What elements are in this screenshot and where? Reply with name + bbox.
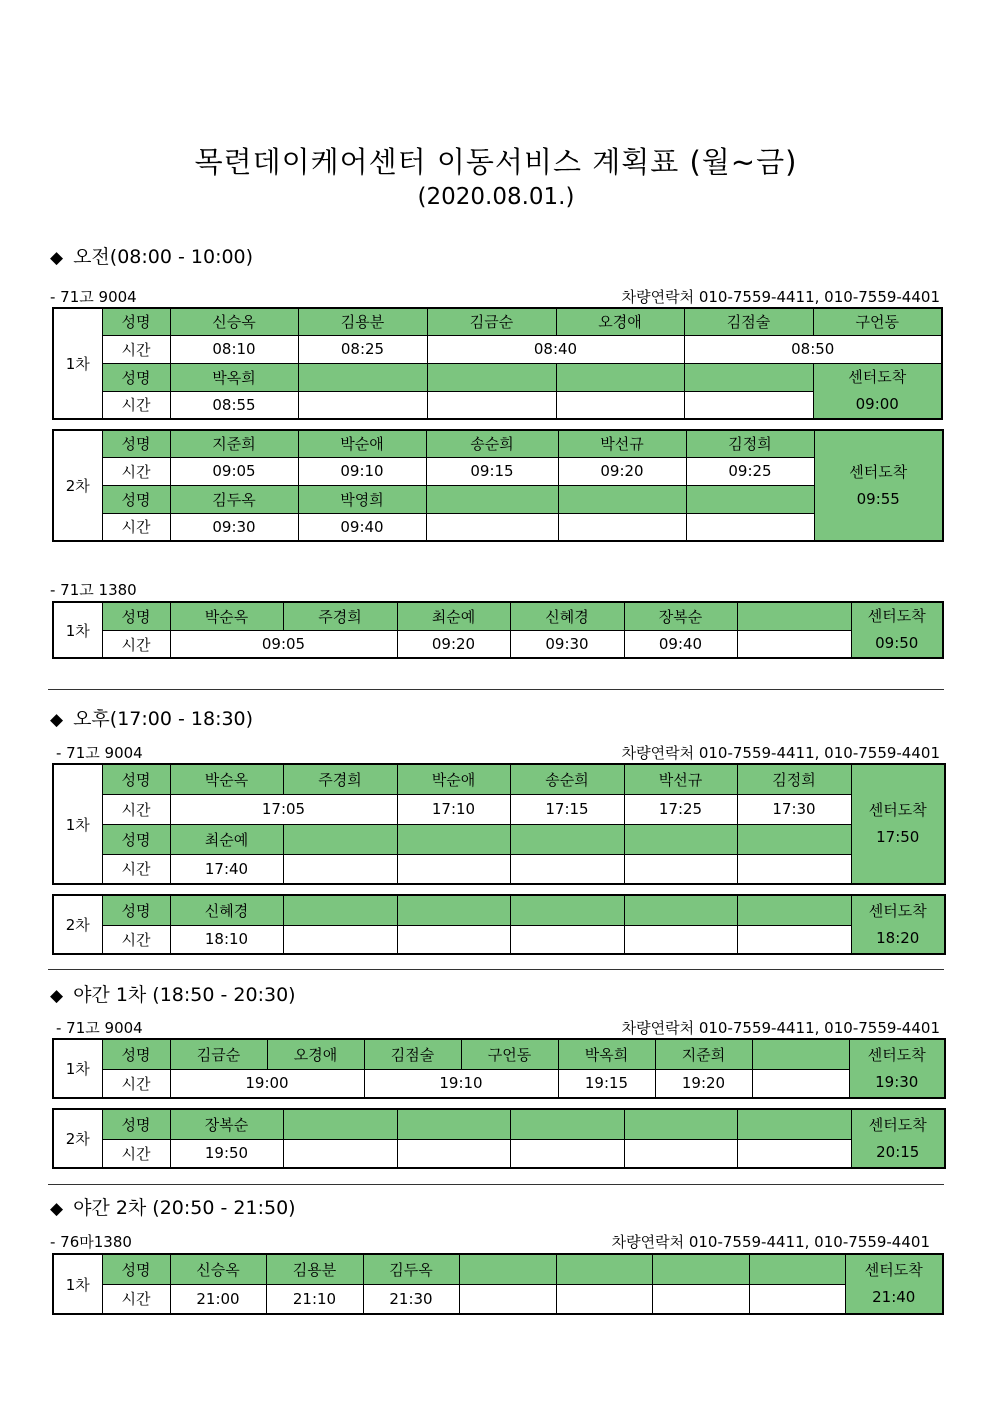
- schedule-table-night1-round1: [52, 1038, 946, 1099]
- pickup-time: 09:05: [170, 631, 397, 659]
- round-label: 1차: [53, 308, 102, 419]
- vehicle-number: - 71고 9004: [56, 744, 143, 762]
- empty-cell: [684, 391, 813, 419]
- passenger-name: 오경애: [556, 308, 684, 335]
- empty-cell: [737, 602, 851, 631]
- name-label: 성명: [102, 363, 170, 391]
- vehicle-number: - 71고 9004: [56, 1019, 143, 1037]
- arrival-time: 09:50: [875, 634, 919, 652]
- empty-cell: [298, 363, 427, 391]
- name-label: 성명: [102, 824, 170, 854]
- passenger-name: 박옥희: [170, 363, 298, 391]
- passenger-name: 오경애: [267, 1039, 364, 1069]
- empty-cell: [510, 854, 624, 884]
- empty-cell: [283, 1109, 397, 1139]
- empty-cell: [426, 485, 558, 513]
- empty-cell: [397, 824, 510, 854]
- pickup-time: 09:25: [686, 457, 814, 485]
- empty-cell: [737, 895, 851, 925]
- arrival-label: 센터도착: [867, 607, 926, 625]
- pickup-time: 09:40: [624, 631, 737, 659]
- arrival-cell: [813, 363, 942, 419]
- section-heading-night1: ◆ 야간 1차 (18:50 - 20:30): [50, 984, 296, 1006]
- schedule-table-morning-b-round1: [52, 601, 944, 659]
- empty-cell: [510, 1109, 624, 1139]
- passenger-name: 박선규: [558, 430, 686, 457]
- empty-cell: [556, 391, 684, 419]
- pickup-time: 08:50: [684, 335, 942, 363]
- empty-cell: [427, 363, 556, 391]
- empty-cell: [624, 1139, 737, 1168]
- passenger-name: 지준희: [170, 430, 298, 457]
- section-heading-afternoon: ◆ 오후(17:00 - 18:30): [50, 708, 254, 730]
- pickup-time: 21:10: [266, 1284, 363, 1314]
- time-label: 시간: [102, 1069, 170, 1098]
- arrival-time: 09:55: [856, 489, 900, 508]
- empty-cell: [556, 1254, 652, 1284]
- time-label: 시간: [102, 854, 170, 884]
- passenger-name: 김두옥: [170, 485, 298, 513]
- passenger-name: 박선규: [624, 764, 737, 794]
- empty-cell: [283, 925, 397, 954]
- empty-cell: [737, 925, 851, 954]
- arrival-label: 센터도착: [849, 462, 908, 481]
- schedule-table-morning-a-round2: [52, 429, 944, 542]
- section-heading-morning: ◆ 오전(08:00 - 10:00): [50, 246, 254, 268]
- document-date: (2020.08.01.): [417, 184, 575, 210]
- vehicle-contact: 차량연락처 010-7559-4411, 010-7559-4401: [611, 1233, 930, 1251]
- name-label: 성명: [102, 1039, 170, 1069]
- vehicle-contact: 차량연락처 010-7559-4411, 010-7559-4401: [621, 288, 940, 306]
- pickup-time: 09:05: [170, 457, 298, 485]
- passenger-name: 최순예: [397, 602, 510, 631]
- arrival-label: 센터도착: [868, 801, 927, 819]
- passenger-name: 신승옥: [170, 308, 298, 335]
- passenger-name: 김점술: [684, 308, 813, 335]
- passenger-name: 박옥희: [558, 1039, 655, 1069]
- section-divider: [48, 1184, 944, 1185]
- empty-cell: [556, 363, 684, 391]
- time-label: 시간: [102, 1139, 170, 1168]
- pickup-time: 08:10: [170, 335, 298, 363]
- pickup-time: 09:10: [298, 457, 426, 485]
- pickup-time: 18:10: [170, 925, 283, 954]
- arrival-cell: [849, 1039, 945, 1098]
- empty-cell: [624, 1109, 737, 1139]
- round-label: 1차: [53, 602, 102, 658]
- section-heading-night2: ◆ 야간 2차 (20:50 - 21:50): [50, 1197, 296, 1219]
- pickup-time: 17:25: [624, 794, 737, 824]
- pickup-time: 09:20: [558, 457, 686, 485]
- passenger-name: 구언동: [461, 1039, 558, 1069]
- passenger-name: 박순옥: [170, 764, 283, 794]
- passenger-name: 김점술: [364, 1039, 461, 1069]
- passenger-name: 구언동: [813, 308, 942, 335]
- round-label: 2차: [53, 1109, 102, 1168]
- empty-cell: [397, 1109, 510, 1139]
- passenger-name: 송순희: [510, 764, 624, 794]
- name-label: 성명: [102, 1109, 170, 1139]
- vehicle-contact: 차량연락처 010-7559-4411, 010-7559-4401: [621, 744, 940, 762]
- empty-cell: [556, 1284, 652, 1314]
- empty-cell: [510, 1139, 624, 1168]
- schedule-table-night2-round1: [52, 1253, 944, 1315]
- time-label: 시간: [102, 631, 170, 659]
- arrival-label: 센터도착: [868, 1115, 927, 1134]
- empty-cell: [397, 1139, 510, 1168]
- pickup-time: 19:15: [558, 1069, 655, 1098]
- empty-cell: [752, 1039, 849, 1069]
- passenger-name: 박영희: [298, 485, 426, 513]
- empty-cell: [397, 854, 510, 884]
- empty-cell: [558, 485, 686, 513]
- pickup-time: 09:15: [426, 457, 558, 485]
- passenger-name: 박순옥: [170, 602, 283, 631]
- arrival-time: 09:00: [855, 394, 899, 413]
- name-label: 성명: [102, 895, 170, 925]
- arrival-time: 21:40: [872, 1288, 916, 1306]
- pickup-time: 17:40: [170, 854, 283, 884]
- pickup-time: 19:20: [655, 1069, 752, 1098]
- passenger-name: 김용분: [298, 308, 427, 335]
- passenger-name: 박순애: [298, 430, 426, 457]
- arrival-time: 17:50: [876, 828, 920, 846]
- pickup-time: 21:00: [170, 1284, 266, 1314]
- empty-cell: [283, 895, 397, 925]
- time-label: 시간: [102, 335, 170, 363]
- passenger-name: 김두옥: [363, 1254, 459, 1284]
- time-label: 시간: [102, 457, 170, 485]
- passenger-name: 장복순: [624, 602, 737, 631]
- empty-cell: [686, 485, 814, 513]
- empty-cell: [749, 1254, 845, 1284]
- passenger-name: 최순예: [170, 824, 283, 854]
- vehicle-number: - 71고 9004: [50, 288, 137, 306]
- round-label: 2차: [53, 895, 102, 954]
- empty-cell: [426, 513, 558, 541]
- empty-cell: [510, 824, 624, 854]
- passenger-name: 김용분: [266, 1254, 363, 1284]
- passenger-name: 신승옥: [170, 1254, 266, 1284]
- schedule-table-night1-round2: [52, 1108, 946, 1169]
- empty-cell: [510, 895, 624, 925]
- pickup-time: 09:40: [298, 513, 426, 541]
- arrival-label: 센터도착: [864, 1261, 923, 1279]
- name-label: 성명: [102, 764, 170, 794]
- empty-cell: [624, 925, 737, 954]
- empty-cell: [397, 925, 510, 954]
- empty-cell: [684, 363, 813, 391]
- empty-cell: [737, 854, 851, 884]
- time-label: 시간: [102, 794, 170, 824]
- pickup-time: 17:30: [737, 794, 851, 824]
- empty-cell: [624, 895, 737, 925]
- diamond-icon: ◆: [50, 710, 64, 730]
- section-divider: [48, 689, 944, 690]
- empty-cell: [686, 513, 814, 541]
- empty-cell: [283, 824, 397, 854]
- name-label: 성명: [102, 1254, 170, 1284]
- empty-cell: [459, 1254, 556, 1284]
- diamond-icon: ◆: [50, 248, 64, 268]
- empty-cell: [737, 631, 851, 659]
- passenger-name: 장복순: [170, 1109, 283, 1139]
- empty-cell: [283, 1139, 397, 1168]
- vehicle-number: - 71고 1380: [50, 581, 137, 599]
- passenger-name: 송순희: [426, 430, 558, 457]
- passenger-name: 김금순: [427, 308, 556, 335]
- empty-cell: [749, 1284, 845, 1314]
- schedule-table-afternoon-round1: [52, 763, 946, 885]
- pickup-time: 09:30: [510, 631, 624, 659]
- pickup-time: 19:00: [170, 1069, 364, 1098]
- passenger-name: 신혜경: [510, 602, 624, 631]
- round-label: 1차: [53, 1039, 102, 1098]
- arrival-time: 18:20: [876, 928, 920, 947]
- empty-cell: [459, 1284, 556, 1314]
- arrival-cell: [851, 602, 943, 658]
- passenger-name: 박순애: [397, 764, 510, 794]
- empty-cell: [427, 391, 556, 419]
- arrival-cell: [851, 1109, 945, 1168]
- vehicle-contact: 차량연락처 010-7559-4411, 010-7559-4401: [621, 1019, 940, 1037]
- passenger-name: 지준희: [655, 1039, 752, 1069]
- pickup-time: 17:10: [397, 794, 510, 824]
- empty-cell: [510, 925, 624, 954]
- pickup-time: 19:50: [170, 1139, 283, 1168]
- arrival-label: 센터도착: [867, 1045, 926, 1064]
- empty-cell: [624, 824, 737, 854]
- name-label: 성명: [102, 602, 170, 631]
- passenger-name: 주경희: [283, 602, 397, 631]
- passenger-name: 김정희: [737, 764, 851, 794]
- vehicle-number: - 76마1380: [50, 1233, 132, 1251]
- arrival-cell: [851, 764, 945, 884]
- passenger-name: 주경희: [283, 764, 397, 794]
- arrival-time: 20:15: [876, 1142, 920, 1161]
- name-label: 성명: [102, 430, 170, 457]
- round-label: 1차: [53, 764, 102, 884]
- empty-cell: [652, 1284, 749, 1314]
- time-label: 시간: [102, 925, 170, 954]
- empty-cell: [737, 1139, 851, 1168]
- pickup-time: 08:25: [298, 335, 427, 363]
- round-label: 2차: [53, 430, 102, 541]
- arrival-cell: [845, 1254, 943, 1314]
- diamond-icon: ◆: [50, 1199, 64, 1219]
- empty-cell: [298, 391, 427, 419]
- schedule-table-afternoon-round2: [52, 894, 946, 955]
- arrival-cell: [851, 895, 945, 954]
- passenger-name: 신혜경: [170, 895, 283, 925]
- pickup-time: 17:15: [510, 794, 624, 824]
- arrival-time: 19:30: [875, 1072, 919, 1091]
- pickup-time: 19:10: [364, 1069, 558, 1098]
- pickup-time: 17:05: [170, 794, 397, 824]
- name-label: 성명: [102, 308, 170, 335]
- empty-cell: [624, 854, 737, 884]
- name-label: 성명: [102, 485, 170, 513]
- pickup-time: 09:20: [397, 631, 510, 659]
- section-divider: [48, 969, 944, 970]
- diamond-icon: ◆: [50, 986, 64, 1006]
- empty-cell: [652, 1254, 749, 1284]
- time-label: 시간: [102, 1284, 170, 1314]
- schedule-table-morning-a-round1: [52, 307, 943, 420]
- empty-cell: [737, 824, 851, 854]
- time-label: 시간: [102, 513, 170, 541]
- empty-cell: [737, 1109, 851, 1139]
- round-label: 1차: [53, 1254, 102, 1314]
- page-title: 목련데이케어센터 이동서비스 계획표 (월~금): [194, 145, 798, 179]
- empty-cell: [397, 895, 510, 925]
- passenger-name: 김금순: [170, 1039, 267, 1069]
- time-label: 시간: [102, 391, 170, 419]
- arrival-label: 센터도착: [868, 901, 927, 920]
- empty-cell: [283, 854, 397, 884]
- empty-cell: [752, 1069, 849, 1098]
- pickup-time: 08:55: [170, 391, 298, 419]
- empty-cell: [558, 513, 686, 541]
- pickup-time: 21:30: [363, 1284, 459, 1314]
- pickup-time: 09:30: [170, 513, 298, 541]
- passenger-name: 김정희: [686, 430, 814, 457]
- arrival-cell: [814, 430, 943, 541]
- arrival-label: 센터도착: [848, 367, 907, 386]
- pickup-time: 08:40: [427, 335, 684, 363]
